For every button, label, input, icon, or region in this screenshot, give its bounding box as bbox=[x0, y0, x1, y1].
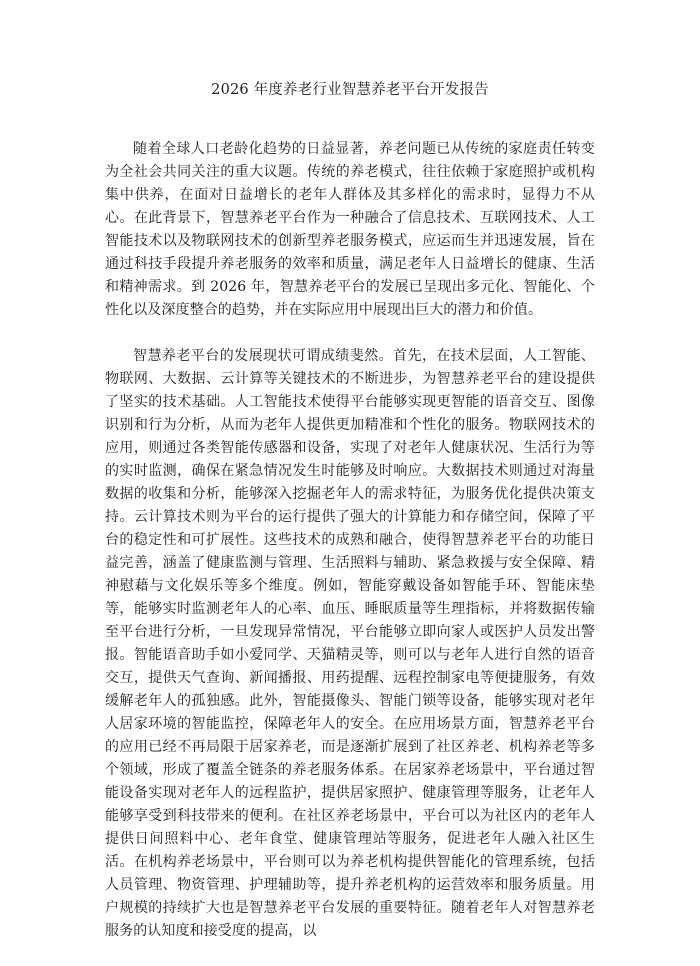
document-title: 2026 年度养老行业智慧养老平台开发报告 bbox=[211, 82, 489, 98]
paragraph-status: 智慧养老平台的发展现状可谓成绩斐然。首先，在技术层面，人工智能、物联网、大数据、云计算等关键技术的不断进步，为智慧养老平台的建设提供了坚实的技术基础。人工智能技术使得平台能够实现更智能的语音交互、图像识别和行为分析，从而为老年人提供更加精准和个性化的服务。物联网技术的应用，则通过各类智能传感器和设备，实现了对老年人健康状况、生活行为等的实时监测，确保在紧急情况发生时能够及时响应。大数据技术则通过对海量数据的收集和分析，能够深入挖掘老年人的需求特征，为服务优化提供决策支持。云计算技术则为平台的运行提供了强大的计算能力和存储空间，保障了平台的稳定性和可扩展性。这些技术的成熟和融合，使得智慧养老平台的功能日益完善，涵盖了健康监测与管理、生活照料与辅助、紧急救援与安全保障、精神慰藉与文化娱乐等多个维度。例如，智能穿戴设备如智能手环、智能床垫等，能够实时监测老年人的心率、血压、睡眠质量等生理指标，并将数据传输至平台进行分析，一旦发现异常情况，平台能够立即向家人或医护人员发出警报。智能语音助手如小爱同学、天猫精灵等，则可以与老年人进行自然的语音交互，提供天气查询、新闻播报、用药提醒、远程控制家电等便捷服务，有效缓解老年人的孤独感。此外，智能摄像头、智能门锁等设备，能够实现对老年人居家环境的智能监控，保障老年人的安全。在应用场景方面，智慧养老平台的应用已经不再局限于居家养老，而是逐渐扩展到了社区养老、机构养老等多个领域，形成了覆盖全链条的养老服务体系。在居家养老场景中，平台通过智能设备实现对老年人的远程监护，提供居家照护、健康管理等服务，让老年人能够享受到科技带来的便利。在社区养老场景中，平台可以为社区内的老年人提供日间照料中心、老年食堂、健康管理站等服务，促进老年人融入社区生活。在机构养老场景中，平台则可以为养老机构提供智能化的管理系统，包括人员管理、物资管理、护理辅助等，提升养老机构的运营效率和服务质量。用户规模的持续扩大也是智慧养老平台发展的重要特征。随着老年人对智慧养老服务的认知度和接受度的提高，以 bbox=[105, 348, 595, 939]
document-body bbox=[105, 138, 595, 966]
paragraph-intro: 随着全球人口老龄化趋势的日益显著，养老问题已从传统的家庭责任转变为全社会共同关注的重大议题。传统的养老模式，往往依赖于家庭照护或机构集中供养，在面对日益增长的老年人群体及其多样化的需求时，显得力不从心。在此背景下，智慧养老平台作为一种融合了信息技术、互联网技术、人工智能技术以及物联网技术的创新型养老服务模式，应运而生并迅速发展，旨在通过科技手段提升养老服务的效率和质量，满足老年人日益增长的健康、生活和精神需求。到 2026 年，智慧养老平台的发展已呈现出多元化、智能化、个性化以及深度整合的趋势，并在实际应用中展现出巨大的潜力和价值。 bbox=[105, 141, 595, 318]
